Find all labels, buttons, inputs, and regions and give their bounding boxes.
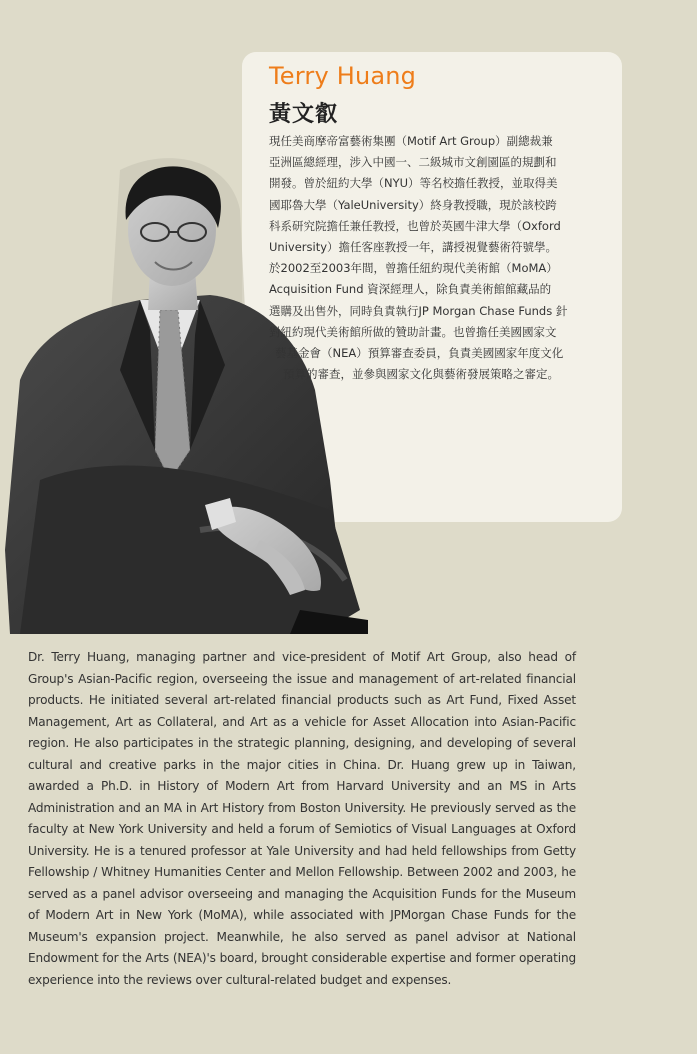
name-chinese: 黃文叡 (269, 102, 339, 127)
bio-zh-line: 藝基金會（NEA）預算審查委員，負責美國國家年度文化 (275, 346, 564, 361)
name-english: Terry Huang (269, 62, 417, 90)
bio-zh-line: 對紐約現代美術館所做的贊助計畫。也曾擔任美國國家文 (269, 324, 557, 339)
bio-english: Dr. Terry Huang, managing partner and vice-president of Motif Art Group, also head of Group's Asian-Pacific region, overseeing the issue and management of art-related financial products. He initiated several art-related financial products such as Art Fund, Fixed Asset Management, Art as Collateral, and Art as a vehicle for Asset Allocation into Asian-Pacific region. He also participates in the strategic planning, designing, and developing of several cultural and creative parks in the major cities in China. Dr. Huang grew up in Taiwan, awarded a Ph.D. in History of Modern Art from Harvard University and an MS in Arts Administration and an MA in Art History from Boston University. He previously served as the faculty at New York University and held a forum of Semiotics of Visual Languages at Oxford University. He is a tenured professor at Yale University and had held fellowships from Getty Fellowship / Whitney Humanities Center and Mellon Fellowship. Between 2002 and 2003, he served as a panel advisor overseeing and managing the Acquisition Funds for the Museum of Modern Art in New York (MoMA), while associated with JPMorgan Chase Funds for the Museum's expansion project. Meanwhile, he also served as panel advisor at National Endowment for the Arts (NEA)'s board, brought considerable expertise and former operating experience into the reviews over cultural-related budget and expenses. (28, 650, 576, 987)
bio-zh-line: 開發。曾於紐約大學（NYU）等名校擔任教授，並取得美 (269, 176, 558, 191)
bio-zh-line: 於2002至2003年間，曾擔任紐約現代美術館（MoMA） (269, 261, 558, 276)
bio-chinese (269, 131, 591, 385)
bio-zh-line: 現任美商摩帝富藝術集團（Motif Art Group）副總裁兼 (269, 134, 553, 148)
bio-zh-line: 國耶魯大學（YaleUniversity）終身教授職，現於該校跨 (269, 197, 557, 212)
bio-zh-line: 選購及出售外，同時負責執行JP Morgan Chase Funds 針 (269, 303, 568, 318)
bio-zh-line: 預算的審查，並參與國家文化與藝術發展策略之審定。 (283, 367, 559, 382)
bio-zh-line: 亞洲區總經理，涉入中國一、二級城市文創園區的規劃和 (269, 155, 557, 170)
bio-zh-line: 科系研究院擔任兼任教授，也曾於英國牛津大學（Oxford (269, 218, 561, 233)
bio-zh-line: Acquisition Fund 資深經理人，除負責美術館館藏品的 (269, 282, 552, 297)
bio-zh-line: University）擔任客座教授一年，講授視覺藝術符號學。 (269, 240, 558, 255)
